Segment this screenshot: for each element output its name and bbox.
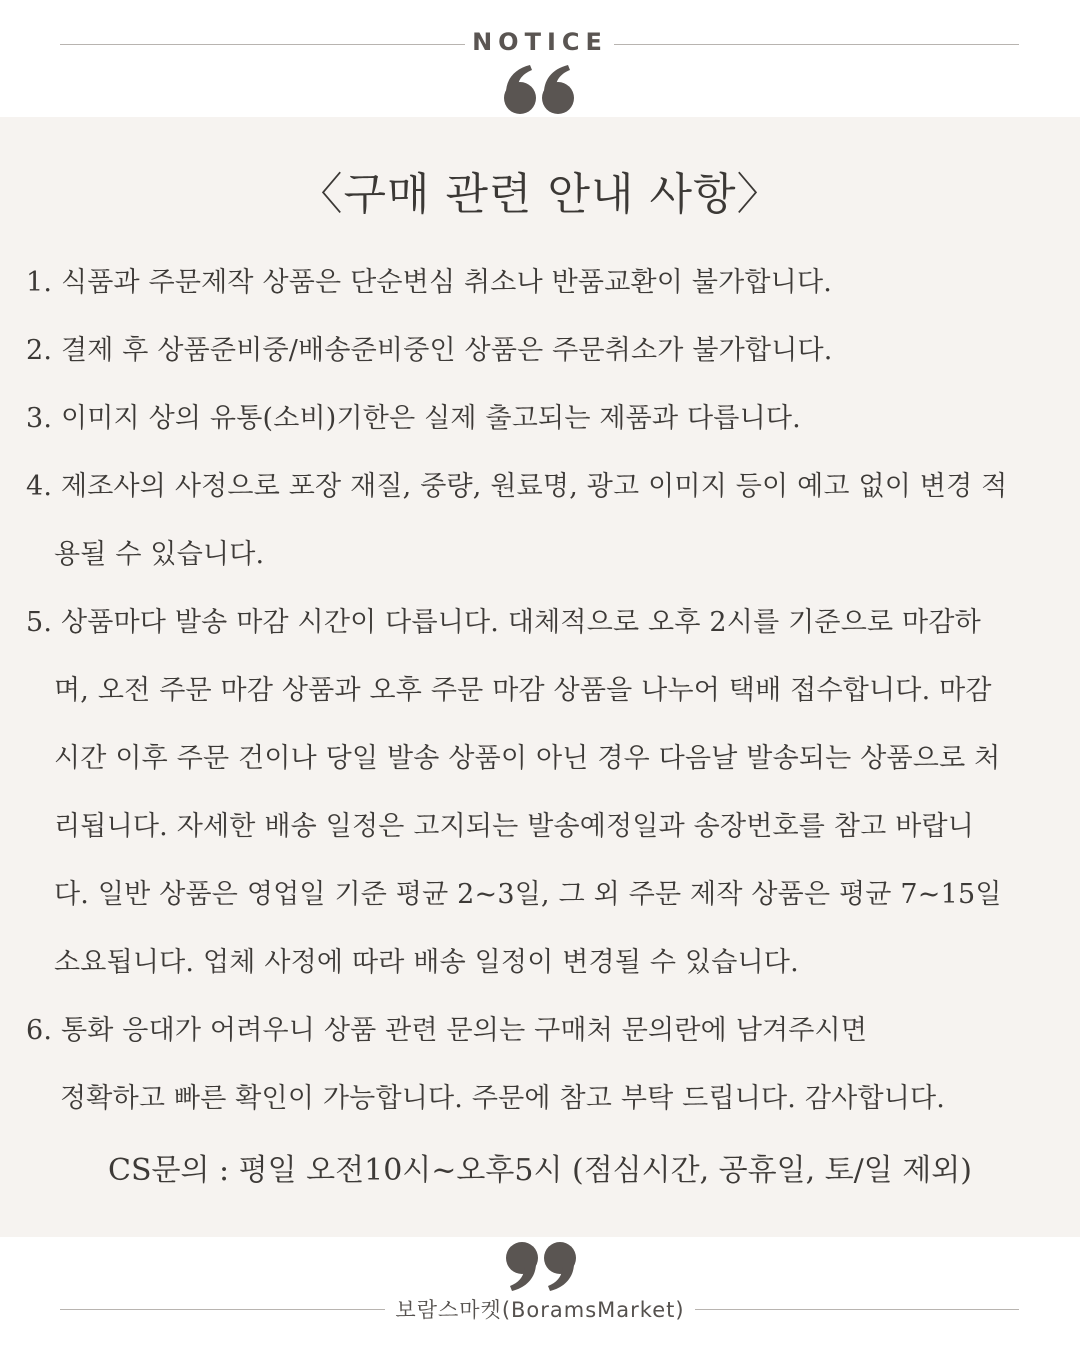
close-quote-icon (502, 1240, 578, 1292)
notice-line-5-cont-2: 시간 이후 주문 건이나 당일 발송 상품이 아닌 경우 다음날 발송되는 상품으로 처 (54, 743, 1001, 774)
brand-name: 보람스마켓(BoramsMarket) (395, 1298, 685, 1322)
notice-line-6: 6. 통화 응대가 어려우니 상품 관련 문의는 구매처 문의란에 남겨주시면 (26, 1015, 868, 1046)
notice-line-5-cont-1: 며, 오전 주문 마감 상품과 오후 주문 마감 상품을 나누어 택배 접수합니다. 마감 (54, 675, 992, 706)
notice-line-5-cont-4: 다. 일반 상품은 영업일 기준 평균 2~3일, 그 외 주문 제작 상품은 평균 7~15일 (54, 879, 1002, 910)
notice-line-2: 2. 결제 후 상품준비중/배송준비중인 상품은 주문취소가 불가합니다. (26, 335, 833, 366)
page-title: 〈구매 관련 안내 사항〉 (298, 169, 782, 220)
notice-line-6-cont: 정확하고 빠른 확인이 가능합니다. 주문에 참고 부탁 드립니다. 감사합니다. (60, 1083, 946, 1114)
notice-label: NOTICE (472, 28, 608, 56)
notice-line-5-cont-5: 소요됩니다. 업체 사정에 따라 배송 일정이 변경될 수 있습니다. (54, 947, 799, 978)
notice-line-4: 4. 제조사의 사정으로 포장 재질, 중량, 원료명, 광고 이미지 등이 예고 없이 변경 적 (26, 471, 1008, 502)
notice-line-5-cont-3: 리됩니다. 자세한 배송 일정은 고지되는 발송예정일과 송장번호를 참고 바랍니 (54, 811, 975, 842)
notice-line-3: 3. 이미지 상의 유통(소비)기한은 실제 출고되는 제품과 다릅니다. (26, 403, 801, 434)
cs-hours: CS문의 : 평일 오전10시~오후5시 (점심시간, 공휴일, 토/일 제외) (108, 1153, 972, 1188)
notice-line-4-cont: 용될 수 있습니다. (54, 539, 265, 570)
notice-line-5: 5. 상품마다 발송 마감 시간이 다릅니다. 대체적으로 오후 2시를 기준으로 마감하 (26, 607, 981, 638)
open-quote-icon (502, 64, 578, 116)
notice-line-1: 1. 식품과 주문제작 상품은 단순변심 취소나 반품교환이 불가합니다. (26, 267, 833, 298)
